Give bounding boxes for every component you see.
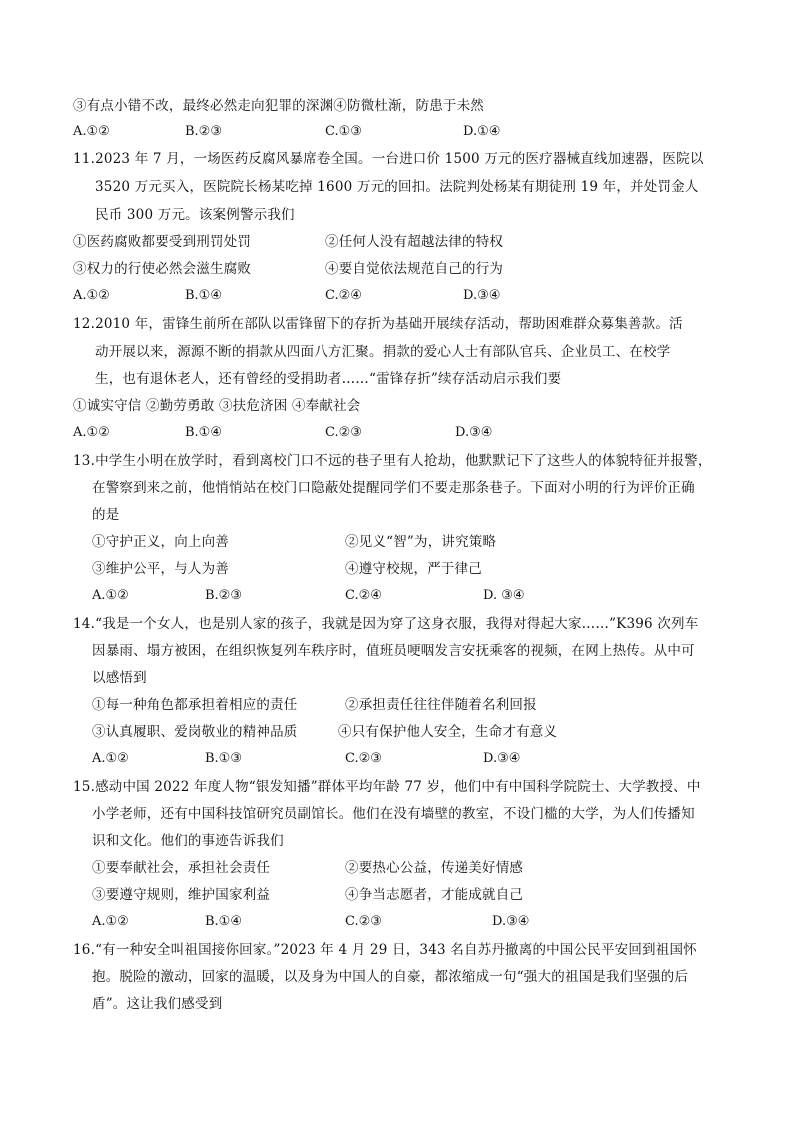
q12-option-d: D.③④: [455, 425, 493, 440]
q12-option-c: C.②③: [325, 425, 362, 440]
q14-stem-line-2: 因暴雨、塌方被困，在组织恢复列车秩序时，值班员哽咽发言安抚乘客的视频，在网上热传。从中可: [92, 643, 695, 659]
q11-stem-line-3: 民币 300 万元。该案例警示我们: [95, 207, 295, 223]
q11-statement-2: ②任何人没有超越法律的特权: [325, 234, 504, 250]
q11-statement-1: ①医药腐败都要受到刑罚处罚: [73, 234, 252, 250]
q15-option-b: B.①④: [205, 914, 242, 929]
q11-option-c: C.②④: [325, 288, 362, 303]
q15-option-a: A.①②: [92, 914, 129, 929]
q11-stem-line-1: 11.2023 年 7 月，一场医药反腐风暴席卷全国。一台进口价 1500 万元的医疗器械直线加速器，医院以: [73, 151, 704, 167]
q13-option-a: A.①②: [92, 588, 129, 603]
q15-option-c: C.②③: [345, 914, 382, 929]
q15-option-d: D.③④: [492, 914, 530, 929]
q15-stem-line-1: 15.感动中国 2022 年度人物“银发知播”群体平均年龄 77 岁，他们中有中国科学院院士、大学教授、中: [73, 779, 701, 795]
q13-stem-line-3: 的是: [92, 507, 120, 523]
q14-option-a: A.①②: [92, 751, 129, 766]
q11-statement-3: ③权力的行使必然会滋生腐败: [73, 261, 252, 277]
q15-statement-4: ④争当志愿者，才能成就自己: [345, 887, 524, 903]
q14-option-b: B.①③: [205, 751, 242, 766]
q16-stem-line-3: 盾”。这让我们感受到: [92, 996, 223, 1012]
q11-stem-line-2: 3520 万元买入，医院院长杨某吃掉 1600 万元的回扣。法院判处杨某有期徒刑 19 年，并处罚金人: [95, 179, 699, 195]
q10-option-b: B.②③: [185, 124, 222, 139]
q12-stem-line-1: 12.2010 年，雷锋生前所在部队以雷锋留下的存折为基础开展续存活动，帮助困难群众募集善款。活: [73, 316, 683, 332]
q13-option-c: C.②④: [345, 588, 382, 603]
q13-stem-line-2: 在警察到来之前，他悄悄站在校门口隐蔽处提醒同学们不要走那条巷子。下面对小明的行为评价正确: [92, 480, 695, 496]
q11-option-a: A.①②: [73, 288, 110, 303]
q12-stem-line-2: 动开展以来，源源不断的捐款从四面八方汇聚。捐款的爱心人士有部队官兵、企业员工、在校学: [95, 344, 671, 360]
q13-statement-1: ①守护正义，向上向善: [92, 534, 229, 550]
q15-statement-3: ③要遵守规则，维护国家利益: [92, 887, 271, 903]
q13-option-b: B.②③: [205, 588, 242, 603]
q10-option-d: D.①④: [463, 124, 501, 139]
q15-statement-1: ①要奉献社会，承担社会责任: [92, 860, 271, 876]
q14-option-c: C.②③: [345, 751, 382, 766]
q13-statement-3: ③维护公平，与人为善: [92, 561, 229, 577]
q11-option-b: B.①④: [185, 288, 222, 303]
q15-statement-2: ②要热心公益，传递美好情感: [345, 860, 524, 876]
q11-statement-4: ④要自觉依法规范自己的行为: [325, 261, 504, 277]
q12-option-a: A.①②: [73, 425, 110, 440]
q12-statements: ①诚实守信 ②勤劳勇敢 ③扶危济困 ④奉献社会: [73, 398, 361, 414]
q14-stem-line-3: 以感悟到: [92, 670, 147, 686]
q14-statement-2: ②承担责任往往伴随着名利回报: [345, 697, 537, 713]
q14-statement-4: ④只有保护他人安全，生命才有意义: [338, 724, 558, 740]
q10-option-a: A.①②: [73, 124, 110, 139]
q12-stem-line-3: 生，也有退休老人，还有曾经的受捐助者……“雷锋存折”续存活动启示我们要: [95, 371, 562, 387]
q12-option-b: B.①④: [185, 425, 222, 440]
q13-statement-2: ②见义“智”为，讲究策略: [345, 534, 497, 550]
q11-option-d: D.③④: [463, 288, 501, 303]
q13-stem-line-1: 13.中学生小明在放学时，看到离校门口不远的巷子里有人抢劫，他默默记下了这些人的体貌特征并报警，: [73, 453, 712, 469]
q10-option-c: C.①③: [325, 124, 362, 139]
q15-stem-line-3: 识和文化。他们的事迹告诉我们: [92, 833, 284, 849]
q14-statement-1: ①每一种角色都承担着相应的责任: [92, 697, 298, 713]
q15-stem-line-2: 小学老师，还有中国科技馆研究员副馆长。他们在没有墙壁的教室，不设门槛的大学，为人们传播知: [92, 806, 695, 822]
q14-option-d: D.③④: [483, 751, 521, 766]
q13-statement-4: ④遵守校规，严于律己: [345, 561, 482, 577]
q10-statement-line: ③有点小错不改，最终必然走向犯罪的深渊④防微杜渐，防患于未然: [73, 98, 484, 114]
q14-stem-line-1: 14.“我是一个女人，也是别人家的孩子，我就是因为穿了这身衣服，我得对得起大家……”K396 次列车: [73, 616, 699, 632]
q16-stem-line-1: 16.“有一种安全叫祖国接你回家。”2023 年 4 月 29 日，343 名自苏丹撤离的中国公民平安回到祖国怀: [73, 942, 697, 958]
q13-option-d: D. ③④: [483, 588, 525, 603]
q14-statement-3: ③认真履职、爱岗敬业的精神品质: [92, 724, 298, 740]
q16-stem-line-2: 抱。脱险的激动，回家的温暖，以及身为中国人的自豪，都浓缩成一句“强大的祖国是我们坚强的后: [92, 969, 689, 985]
